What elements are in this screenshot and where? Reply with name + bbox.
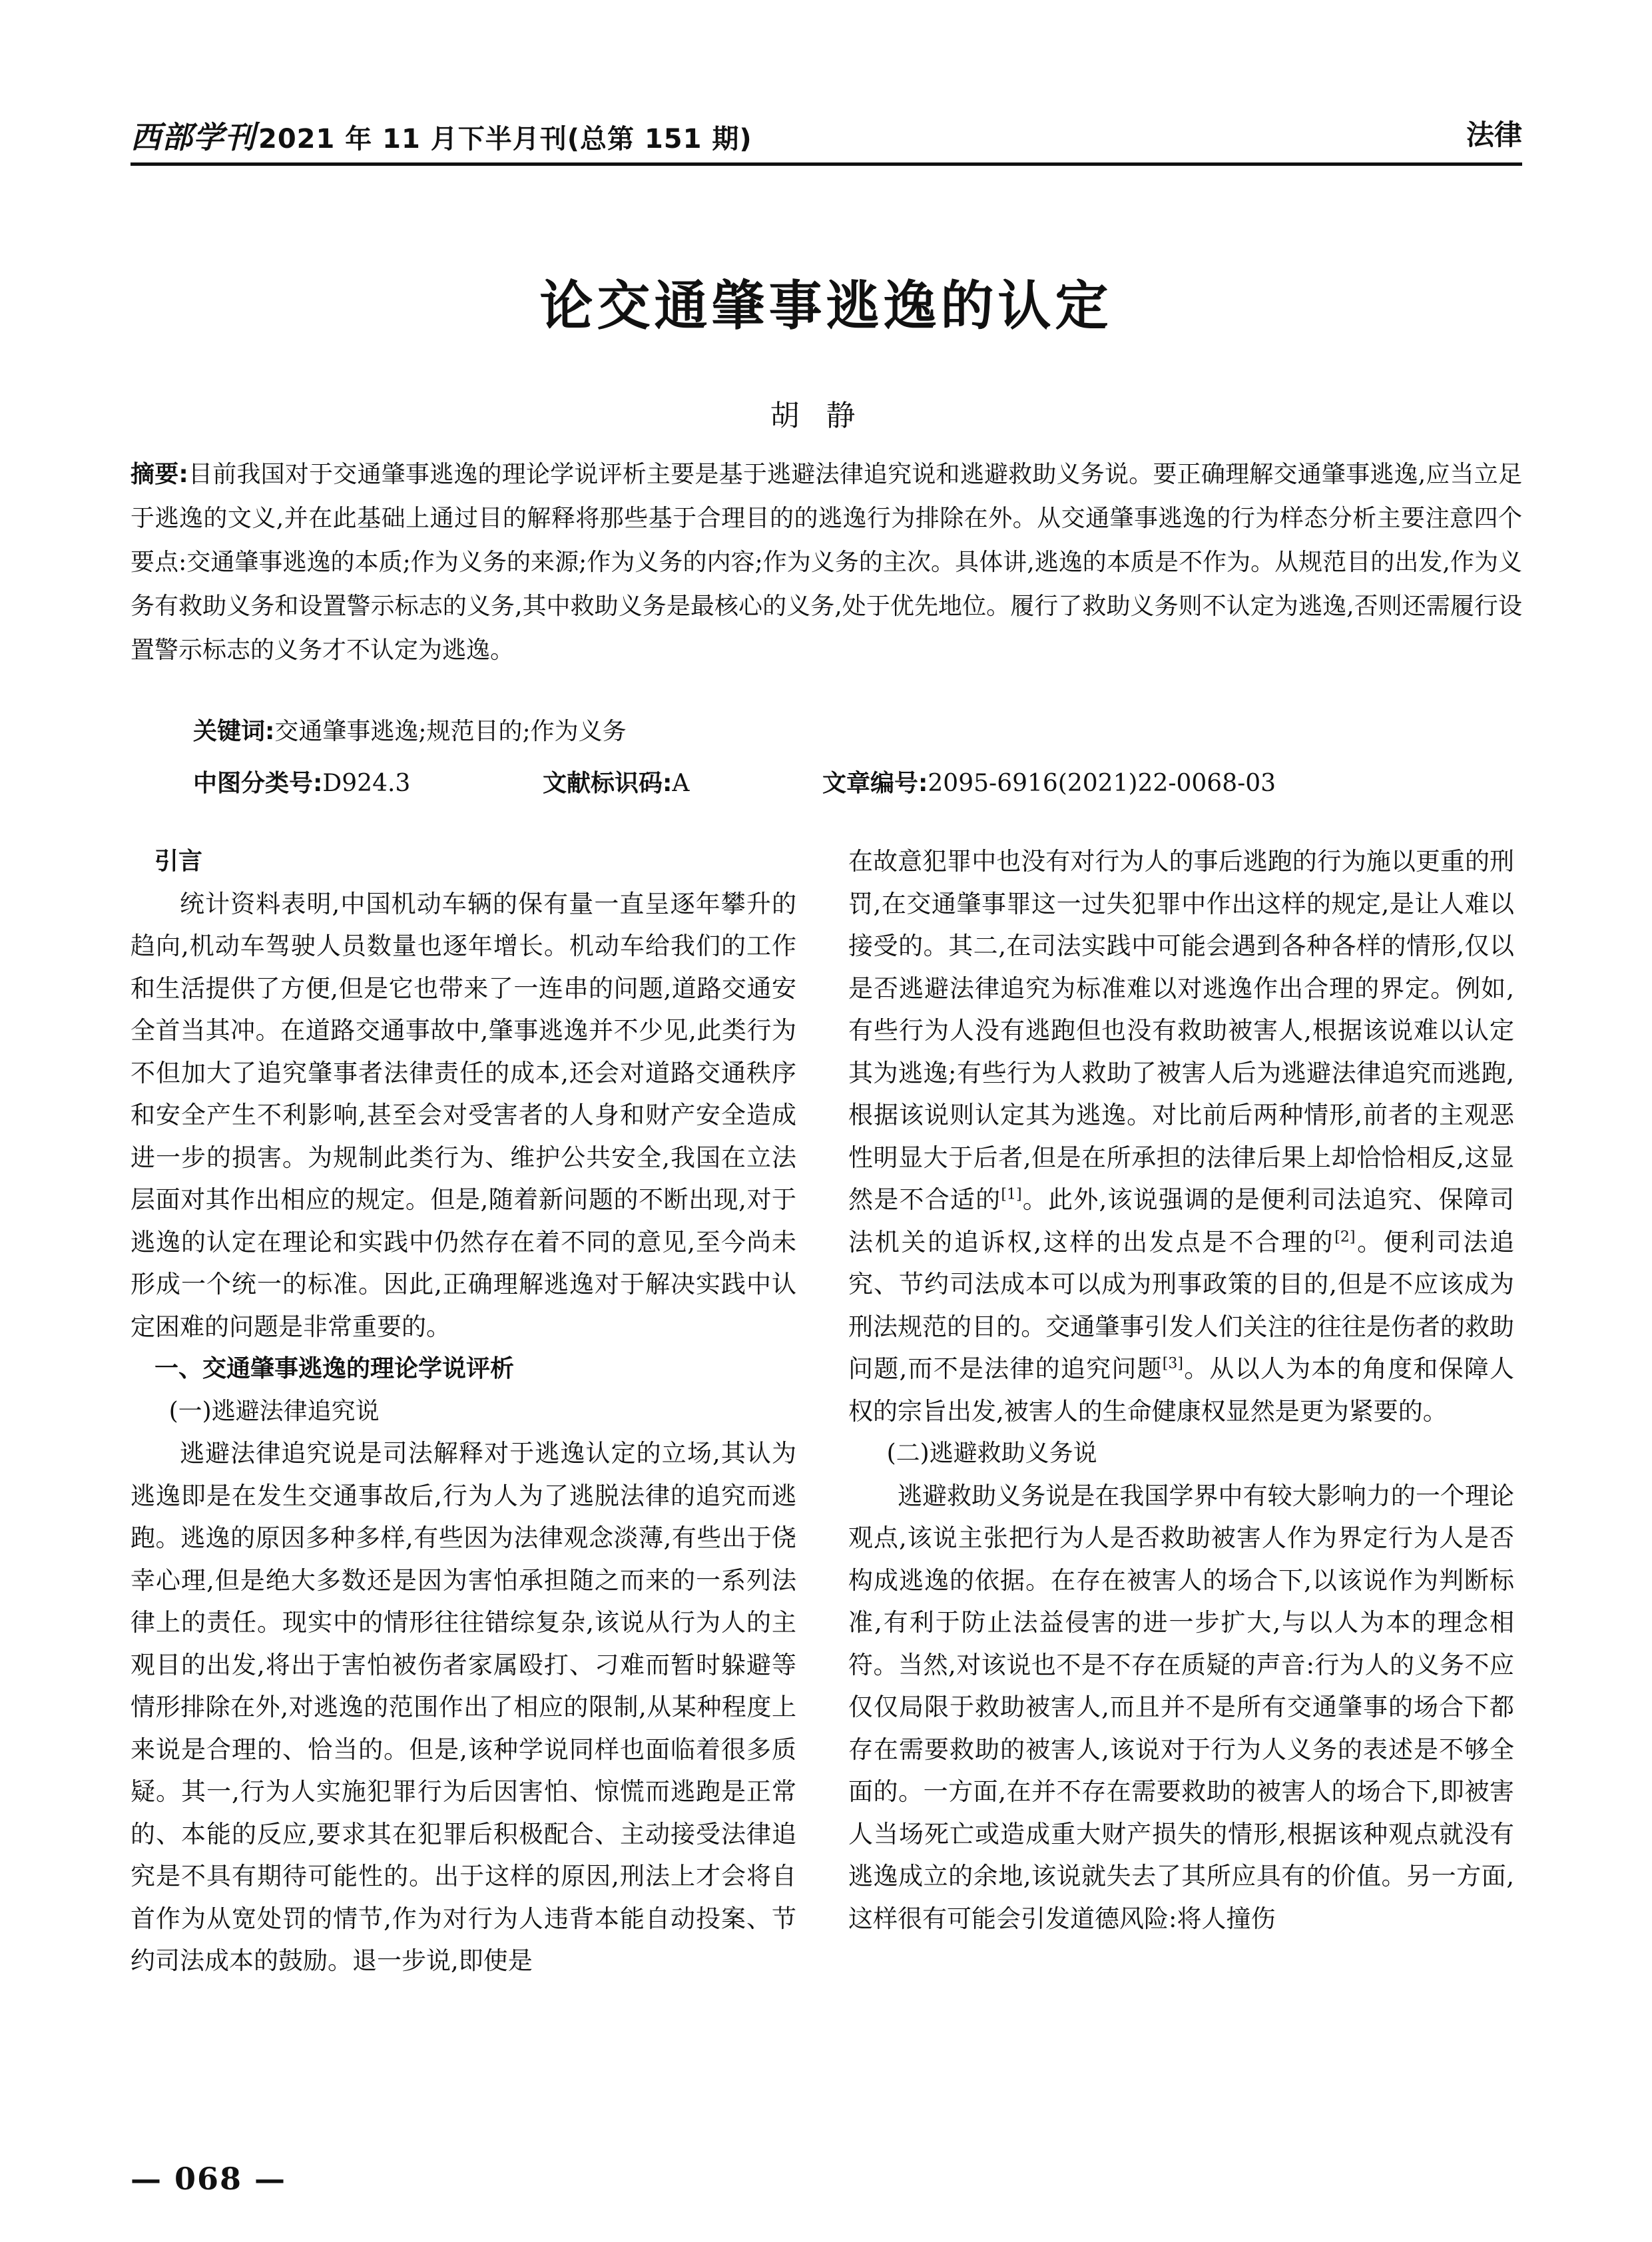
citation-ref: [2] — [1334, 1229, 1356, 1246]
abstract-text: 目前我国对于交通肇事逃逸的理论学说评析主要是基于逃避法律追究说和逃避救助义务说。要正确理解交通肇事逃逸,应当立足于逃逸的文义,并在此基础上通过目的解释将那些基于合理目的的逃逸行为排除在外。从交通肇事逃逸的行为样态分析主要注意四个要点:交通肇事逃逸的本质;作为义务的来源;作为义务的内容;作为义务的主次。具体讲,逃逸的本质是不作为。从规范目的出发,作为义务有救助义务和设置警示标志的义务,其中救助义务是最核心的义务,处于优先地位。履行了救助义务则不认定为逃逸,否则还需履行设置警示标志的义务才不认定为逃逸。 — [131, 461, 1522, 664]
citation-ref: [3] — [1162, 1355, 1183, 1372]
header-rule — [131, 162, 1522, 166]
author-name: 胡静 — [770, 399, 882, 433]
clc-value: D924.3 — [322, 770, 411, 797]
clc-label: 中图分类号: — [193, 770, 323, 797]
clc-number — [193, 764, 410, 798]
citation-ref: [1] — [1001, 1186, 1022, 1203]
subsection-heading-2: (二)逃避救助义务说 — [886, 1440, 1097, 1467]
abstract — [131, 453, 1522, 673]
keywords — [193, 712, 627, 746]
text-run: 在故意犯罪中也没有对行为人的事后逃跑的行为施以更重的刑罚,在交通肇事罪这一过失犯罪中作出这样的规定,是让人难以接受的。其二,在司法实践中可能会遇到各种各样的情形,仅以是否逃避法律追究为标准难以对逃逸作出合理的界定。例如,有些行为人没有逃跑但也没有救助被害人,根据该说难以认定其为逃逸;有些行为人救助了被害人后为逃避法律追究而逃跑,根据该说则认定其为逃逸。对比前后两种情形,前者的主观恶性明显大于后者,但是在所承担的法律后果上却恰恰相反,这显然是不合适的 — [848, 847, 1514, 1214]
text-run: 。从以人为本的角度和保障人权的宗旨出发,被害人的生命健康权显然是更为紧要的。 — [848, 1354, 1514, 1426]
keywords-label: 关键词: — [193, 718, 275, 745]
section-heading-1: 一、交通肇事逃逸的理论学说评析 — [154, 1355, 515, 1382]
intro-heading: 引言 — [154, 848, 203, 875]
body-paragraph: 逃避法律追究说是司法解释对于逃逸认定的立场,其认为逃逸即是在发生交通事故后,行为人为了逃脱法律的追究而逃跑。逃逸的原因多种多样,有些因为法律观念淡薄,有些出于侥幸心理,但是绝大多数还是因为害怕承担随之而来的一系列法律上的责任。现实中的情形往往错综复杂,该说从行为人的主观目的出发,将出于害怕被伤者家属殴打、刁难而暂时躲避等情形排除在外,对逃逸的范围作出了相应的限制,从某种程度上来说是合理的、恰当的。但是,该种学说同样也面临着很多质疑。其一,行为人实施犯罪行为后因害怕、惊慌而逃跑是正常的、本能的反应,要求其在犯罪后积极配合、主动接受法律追究是不具有期待可能性的。出于这样的原因,刑法上才会将自首作为从宽处罚的情节,作为对行为人违背本能自动投案、节约司法成本的鼓励。退一步说,即使是 — [131, 1439, 796, 1975]
journal-logo: 西部学刊 — [131, 119, 256, 155]
document-code — [543, 764, 689, 798]
body-paragraph-continued — [848, 840, 1514, 1432]
subsection-heading-1: (一)逃避法律追究说 — [168, 1397, 380, 1425]
text-run: 。便利司法追究、节约司法成本可以成为刑事政策的目的,但是不应该成为刑法规范的目的。交通肇事引发人们关注的往往是伤者的救助问题,而不是法律的追究问题 — [848, 1227, 1514, 1383]
right-column — [848, 840, 1514, 1940]
section-label: 法律 — [1466, 119, 1522, 151]
article-number-value: 2095-6916(2021)22-0068-03 — [928, 770, 1276, 797]
article-number — [822, 764, 1276, 798]
keywords-text: 交通肇事逃逸;规范目的;作为义务 — [274, 718, 627, 745]
body-paragraph: 逃避救助义务说是在我国学界中有较大影响力的一个理论观点,该说主张把行为人是否救助被害人作为界定行为人是否构成逃逸的依据。在存在被害人的场合下,以该说作为判断标准,有利于防止法益侵害的进一步扩大,与以人为本的理念相符。当然,对该说也不是不存在质疑的声音:行为人的义务不应仅仅局限于救助被害人,而且并不是所有交通肇事的场合下都存在需要救助的被害人,该说对于行为人义务的表述是不够全面的。一方面,在并不存在需要救助的被害人的场合下,即被害人当场死亡或造成重大财产损失的情形,根据该种观点就没有逃逸成立的余地,该说就失去了其所应具有的价值。另一方面,这样很有可能会引发道德风险:将人撞伤 — [848, 1481, 1514, 1933]
abstract-label: 摘要: — [131, 461, 188, 488]
text-run: 。此外,该说强调的是便利司法追究、保障司法机关的追诉权,这样的出发点是不合理的 — [848, 1185, 1515, 1257]
doc-value: A — [672, 770, 690, 797]
running-header — [131, 108, 1522, 161]
article-title: 论交通肇事逃逸的认定 — [539, 274, 1113, 337]
intro-paragraph: 统计资料表明,中国机动车辆的保有量一直呈逐年攀升的趋向,机动车驾驶人员数量也逐年增长。机动车给我们的工作和生活提供了方便,但是它也带来了一连串的问题,道路交通安全首当其冲。在道路交通事故中,肇事逃逸并不少见,此类行为不但加大了追究肇事者法律责任的成本,还会对道路交通秩序和安全产生不利影响,甚至会对受害者的人身和财产安全造成进一步的损害。为规制此类行为、维护公共安全,我国在立法层面对其作出相应的规定。但是,随着新问题的不断出现,对于逃逸的认定在理论和实践中仍然存在着不同的意见,至今尚未形成一个统一的标准。因此,正确理解逃逸对于解决实践中认定困难的问题是非常重要的。 — [131, 889, 796, 1341]
issue-info: 2021 年 11 月下半月刊(总第 151 期) — [258, 124, 752, 154]
left-column — [131, 840, 796, 1982]
page-number: — 068 — — [131, 2161, 287, 2197]
journal-issue — [131, 113, 752, 157]
doc-label: 文献标识码: — [543, 770, 673, 797]
article-number-label: 文章编号: — [822, 770, 928, 797]
